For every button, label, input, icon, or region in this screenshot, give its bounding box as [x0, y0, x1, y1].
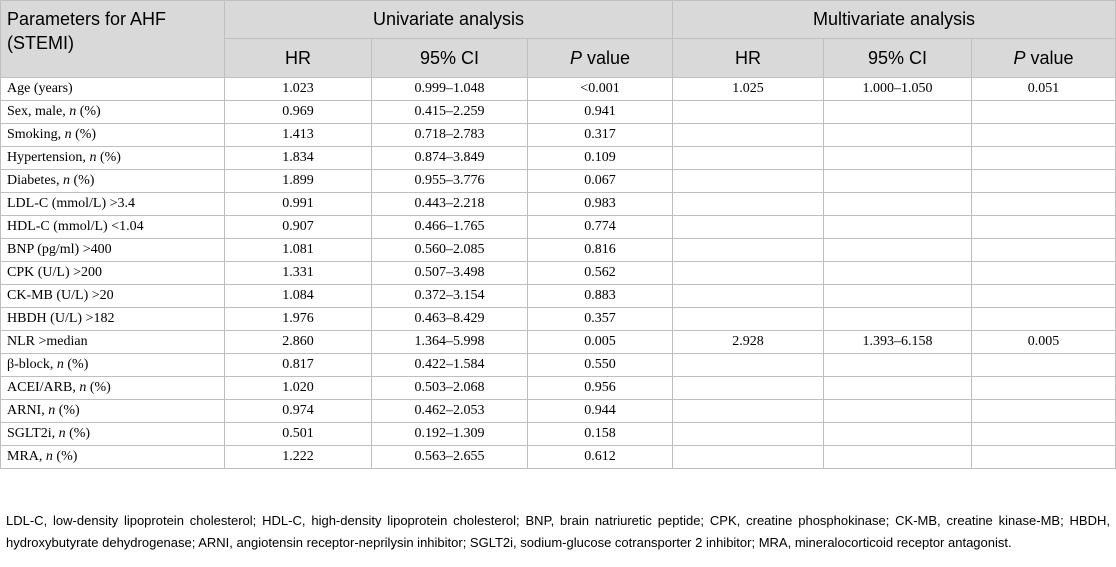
parameter-label: CK-MB (U/L) >20 [7, 288, 114, 303]
multi-p-value-cell [972, 423, 1116, 446]
parameter-label: HDL-C (mmol/L) <1.04 [7, 219, 144, 234]
uni-ci-header: 95% CI [372, 39, 528, 78]
parameter-cell [1, 400, 225, 423]
multi-ci-cell [824, 446, 972, 469]
uni-hr-cell: 0.907 [225, 216, 372, 239]
parameter-suffix: (%) [71, 127, 97, 142]
multi-hr-cell [673, 239, 824, 262]
table-row [1, 262, 1116, 285]
table-row [1, 239, 1116, 262]
multi-hr-cell [673, 216, 824, 239]
table-row [1, 308, 1116, 331]
parameter-n-italic: n [62, 173, 70, 188]
uni-hr-cell: 1.976 [225, 308, 372, 331]
uni-ci-cell: 0.463–8.429 [372, 308, 528, 331]
table-row [1, 331, 1116, 354]
uni-hr-cell: 0.991 [225, 193, 372, 216]
multi-p-value-cell [972, 216, 1116, 239]
parameter-label: SGLT2i, [7, 426, 59, 441]
uni-p-value-cell: 0.816 [528, 239, 673, 262]
table-row [1, 354, 1116, 377]
parameter-n-italic: n [45, 449, 53, 464]
univariate-group-header: Univariate analysis [225, 1, 673, 39]
uni-hr-cell: 1.899 [225, 170, 372, 193]
multi-p-value-cell [972, 239, 1116, 262]
uni-hr-cell: 1.834 [225, 147, 372, 170]
uni-hr-header: HR [225, 39, 372, 78]
p-value-word: value [581, 47, 631, 68]
uni-p-value-cell: 0.005 [528, 331, 673, 354]
multi-p-value-cell [972, 262, 1116, 285]
uni-p-value-cell: 0.612 [528, 446, 673, 469]
multi-p-value-cell [972, 170, 1116, 193]
uni-hr-cell: 0.969 [225, 101, 372, 124]
parameter-n-italic: n [79, 380, 87, 395]
parameter-n-italic: n [64, 127, 72, 142]
parameter-cell [1, 216, 225, 239]
uni-ci-cell: 0.415–2.259 [372, 101, 528, 124]
parameter-cell [1, 446, 225, 469]
uni-p-value-cell: 0.956 [528, 377, 673, 400]
uni-hr-cell: 0.817 [225, 354, 372, 377]
uni-hr-cell: 1.331 [225, 262, 372, 285]
parameter-suffix: (%) [69, 173, 95, 188]
multi-ci-cell [824, 239, 972, 262]
multi-ci-cell [824, 354, 972, 377]
multi-p-header [972, 39, 1116, 78]
multi-ci-cell: 1.393–6.158 [824, 331, 972, 354]
parameter-cell [1, 331, 225, 354]
parameter-n-italic: n [56, 357, 64, 372]
parameter-cell [1, 78, 225, 101]
parameter-label: Hypertension, [7, 150, 90, 165]
multi-p-value-cell [972, 101, 1116, 124]
uni-p-value-cell: 0.158 [528, 423, 673, 446]
parameters-header: Parameters for AHF (STEMI) [1, 1, 225, 78]
parameter-cell [1, 354, 225, 377]
uni-hr-cell: 1.084 [225, 285, 372, 308]
multi-ci-cell [824, 262, 972, 285]
parameter-n-italic: n [58, 426, 66, 441]
uni-ci-cell: 0.874–3.849 [372, 147, 528, 170]
header-row-groups [1, 1, 1116, 39]
parameter-label: Diabetes, [7, 173, 63, 188]
multi-hr-cell [673, 101, 824, 124]
uni-hr-cell: 1.081 [225, 239, 372, 262]
uni-hr-cell: 1.023 [225, 78, 372, 101]
table-header [1, 1, 1116, 78]
multi-ci-cell [824, 170, 972, 193]
multi-hr-cell [673, 446, 824, 469]
multi-hr-cell [673, 147, 824, 170]
parameter-cell [1, 193, 225, 216]
parameter-suffix: (%) [76, 104, 101, 119]
multi-p-value-cell [972, 147, 1116, 170]
uni-ci-cell: 0.560–2.085 [372, 239, 528, 262]
parameter-label: Age (years) [7, 81, 73, 96]
multi-hr-cell [673, 193, 824, 216]
table-row [1, 101, 1116, 124]
uni-p-value-cell: 0.941 [528, 101, 673, 124]
parameter-suffix: (%) [63, 357, 89, 372]
uni-hr-cell: 2.860 [225, 331, 372, 354]
table-body [1, 78, 1116, 469]
uni-p-value-cell: <0.001 [528, 78, 673, 101]
table-row [1, 216, 1116, 239]
parameter-cell [1, 308, 225, 331]
uni-ci-cell: 0.999–1.048 [372, 78, 528, 101]
parameter-label: ARNI, [7, 403, 49, 418]
multi-ci-header: 95% CI [824, 39, 972, 78]
table-row [1, 193, 1116, 216]
parameter-cell [1, 423, 225, 446]
multi-ci-cell [824, 400, 972, 423]
uni-p-value-cell: 0.550 [528, 354, 673, 377]
uni-ci-cell: 0.507–3.498 [372, 262, 528, 285]
uni-hr-cell: 1.413 [225, 124, 372, 147]
parameter-cell [1, 239, 225, 262]
table-row [1, 423, 1116, 446]
parameter-n-italic: n [89, 150, 97, 165]
uni-p-value-cell: 0.944 [528, 400, 673, 423]
table-row [1, 377, 1116, 400]
parameter-suffix: (%) [96, 150, 121, 165]
table-row [1, 170, 1116, 193]
uni-ci-cell: 0.422–1.584 [372, 354, 528, 377]
parameter-cell [1, 124, 225, 147]
multi-p-value-cell [972, 285, 1116, 308]
multi-ci-cell [824, 124, 972, 147]
multi-ci-cell [824, 377, 972, 400]
uni-ci-cell: 0.462–2.053 [372, 400, 528, 423]
multi-p-value-cell: 0.051 [972, 78, 1116, 101]
multi-hr-cell [673, 354, 824, 377]
table-row [1, 78, 1116, 101]
uni-p-value-cell: 0.109 [528, 147, 673, 170]
multi-p-value-cell [972, 354, 1116, 377]
table-row [1, 124, 1116, 147]
uni-ci-cell: 0.372–3.154 [372, 285, 528, 308]
parameter-label: MRA, [7, 449, 46, 464]
uni-hr-cell: 0.974 [225, 400, 372, 423]
uni-ci-cell: 0.955–3.776 [372, 170, 528, 193]
parameter-label: Smoking, [7, 127, 65, 142]
parameter-label: LDL-C (mmol/L) >3.4 [7, 196, 136, 211]
uni-ci-cell: 0.503–2.068 [372, 377, 528, 400]
multi-hr-cell: 1.025 [673, 78, 824, 101]
uni-p-value-cell: 0.774 [528, 216, 673, 239]
multi-p-value-cell [972, 400, 1116, 423]
parameter-cell [1, 101, 225, 124]
p-italic: P [569, 47, 582, 68]
multi-ci-cell: 1.000–1.050 [824, 78, 972, 101]
p-italic: P [1013, 47, 1026, 68]
parameter-label: HBDH (U/L) >182 [7, 311, 115, 326]
parameter-cell [1, 377, 225, 400]
parameter-suffix: (%) [52, 449, 78, 464]
uni-p-value-cell: 0.317 [528, 124, 673, 147]
multi-hr-cell [673, 124, 824, 147]
multi-hr-cell [673, 308, 824, 331]
multi-p-value-cell [972, 124, 1116, 147]
uni-p-header [528, 39, 673, 78]
parameter-label: BNP (pg/ml) >400 [7, 242, 112, 257]
parameter-label: Sex, male, [7, 104, 70, 119]
parameter-cell [1, 147, 225, 170]
parameter-label: ACEI/ARB, [7, 380, 80, 395]
multi-p-value-cell [972, 193, 1116, 216]
multi-ci-cell [824, 147, 972, 170]
multi-hr-cell [673, 285, 824, 308]
parameter-n-italic: n [48, 403, 56, 418]
multi-ci-cell [824, 101, 972, 124]
table-row [1, 400, 1116, 423]
multi-p-value-cell: 0.005 [972, 331, 1116, 354]
multi-ci-cell [824, 308, 972, 331]
multi-hr-cell [673, 170, 824, 193]
multi-hr-cell [673, 262, 824, 285]
uni-p-value-cell: 0.983 [528, 193, 673, 216]
multi-ci-cell [824, 423, 972, 446]
footnote: LDL-C, low-density lipoprotein cholesterol; HDL-C, high-density lipoprotein cholesterol; BNP, brain natriuretic peptide; CPK, creatine phosphokinase; CK-MB, creatine kinase-MB; HBDH, hydroxybutyrate dehydrogenase; ARNI, angiotensin receptor-neprilysin inhibitor; SGLT2i, sodium-glucose cotransporter 2 inhibitor; MRA, mineralocorticoid receptor antagonist. [6, 513, 1110, 550]
multivariate-group-header: Multivariate analysis [673, 1, 1116, 39]
parameter-label: NLR >median [7, 334, 88, 349]
parameter-suffix: (%) [55, 403, 80, 418]
uni-p-value-cell: 0.357 [528, 308, 673, 331]
table-row [1, 147, 1116, 170]
multi-hr-cell [673, 377, 824, 400]
parameter-cell [1, 262, 225, 285]
parameter-cell [1, 170, 225, 193]
multi-ci-cell [824, 285, 972, 308]
multi-p-value-cell [972, 377, 1116, 400]
uni-p-value-cell: 0.562 [528, 262, 673, 285]
multi-ci-cell [824, 193, 972, 216]
uni-ci-cell: 0.466–1.765 [372, 216, 528, 239]
uni-ci-cell: 1.364–5.998 [372, 331, 528, 354]
uni-ci-cell: 0.443–2.218 [372, 193, 528, 216]
multi-p-value-cell [972, 446, 1116, 469]
parameter-label: β-block, [7, 357, 57, 372]
uni-hr-cell: 0.501 [225, 423, 372, 446]
parameter-suffix: (%) [65, 426, 91, 441]
uni-hr-cell: 1.020 [225, 377, 372, 400]
parameter-suffix: (%) [86, 380, 111, 395]
parameter-label: CPK (U/L) >200 [7, 265, 103, 280]
table-row [1, 446, 1116, 469]
uni-ci-cell: 0.563–2.655 [372, 446, 528, 469]
multi-hr-cell [673, 423, 824, 446]
multi-hr-cell: 2.928 [673, 331, 824, 354]
uni-ci-cell: 0.192–1.309 [372, 423, 528, 446]
table-row [1, 285, 1116, 308]
multi-ci-cell [824, 216, 972, 239]
uni-p-value-cell: 0.067 [528, 170, 673, 193]
uni-ci-cell: 0.718–2.783 [372, 124, 528, 147]
multi-p-value-cell [972, 308, 1116, 331]
parameter-n-italic: n [69, 104, 77, 119]
multi-hr-cell [673, 400, 824, 423]
parameter-cell [1, 285, 225, 308]
p-value-word: value [1025, 47, 1074, 68]
multi-hr-header: HR [673, 39, 824, 78]
uni-hr-cell: 1.222 [225, 446, 372, 469]
uni-p-value-cell: 0.883 [528, 285, 673, 308]
